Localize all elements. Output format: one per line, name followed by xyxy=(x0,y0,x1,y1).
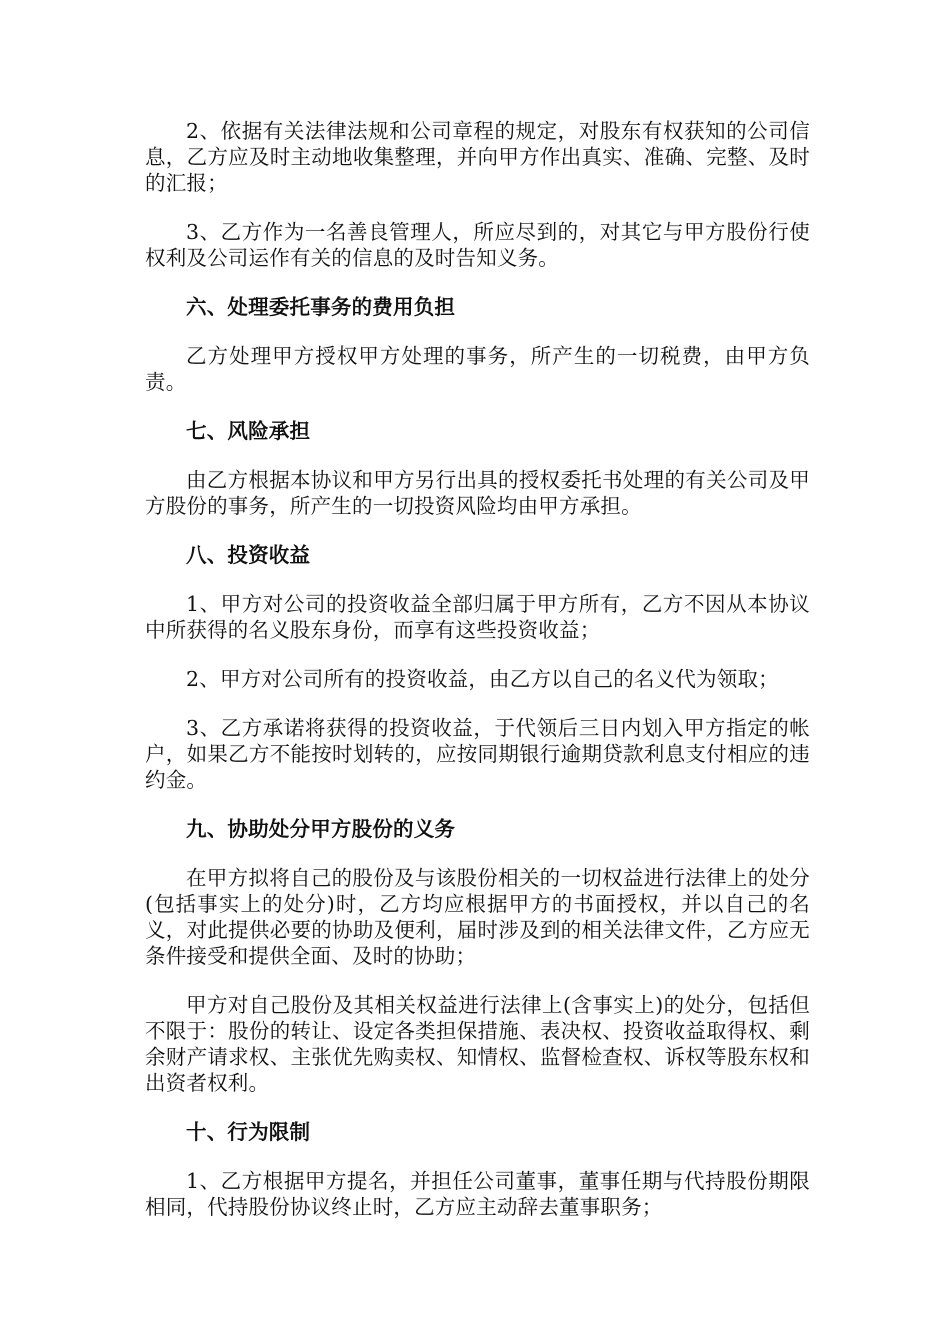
section-heading-10: 十、行为限制 xyxy=(186,1120,311,1144)
paragraph-2-shareholder-info: 2、依据有关法律法规和公司章程的规定，对股东有权获知的公司信息，乙方应及时主动地收集整理，并向甲方作出真实、准确、完整、及时的汇报； xyxy=(145,119,810,195)
paragraph-disposal-scope: 甲方对自己股份及其相关权益进行法律上(含事实上)的处分，包括但不限于：股份的转让、设定各类担保措施、表决权、投资收益取得权、剩余财产请求权、主张优先购卖权、知情权、监督检查权、诉权等股东权和出资者权利。 xyxy=(145,993,810,1095)
paragraph-risk-bearing: 由乙方根据本协议和甲方另行出具的授权委托书处理的有关公司及甲方股份的事务，所产生的一切投资风险均由甲方承担。 xyxy=(145,468,810,518)
section-heading-6: 六、处理委托事务的费用负担 xyxy=(186,295,456,319)
paragraph-income-1: 1、甲方对公司的投资收益全部归属于甲方所有，乙方不因从本协议中所获得的名义股东身份，而享有这些投资收益； xyxy=(145,592,810,642)
section-heading-7: 七、风险承担 xyxy=(186,419,311,443)
paragraph-restriction-1: 1、乙方根据甲方提名，并担任公司董事，董事任期与代持股份期限相同，代持股份协议终止时，乙方应主动辞去董事职务； xyxy=(145,1169,810,1219)
section-heading-8: 八、投资收益 xyxy=(186,543,311,567)
paragraph-expense-burden: 乙方处理甲方授权甲方处理的事务，所产生的一切税费，由甲方负责。 xyxy=(145,344,810,394)
paragraph-income-2: 2、甲方对公司所有的投资收益，由乙方以自己的名义代为领取； xyxy=(186,667,779,691)
paragraph-3-notification-duty: 3、乙方作为一名善良管理人，所应尽到的，对其它与甲方股份行使权利及公司运作有关的信息的及时告知义务。 xyxy=(145,220,810,270)
paragraph-disposal-assist: 在甲方拟将自己的股份及与该股份相关的一切权益进行法律上的处分(包括事实上的处分)时，乙方均应根据甲方的书面授权，并以自己的名义，对此提供必要的协助及便利，届时涉及到的相关法律文件，乙方应无条件接受和提供全面、及时的协助； xyxy=(145,866,810,968)
section-heading-9: 九、协助处分甲方股份的义务 xyxy=(186,817,456,841)
paragraph-income-3: 3、乙方承诺将获得的投资收益，于代领后三日内划入甲方指定的帐户，如果乙方不能按时划转的，应按同期银行逾期贷款利息支付相应的违约金。 xyxy=(145,716,810,792)
document-body xyxy=(145,118,810,1243)
